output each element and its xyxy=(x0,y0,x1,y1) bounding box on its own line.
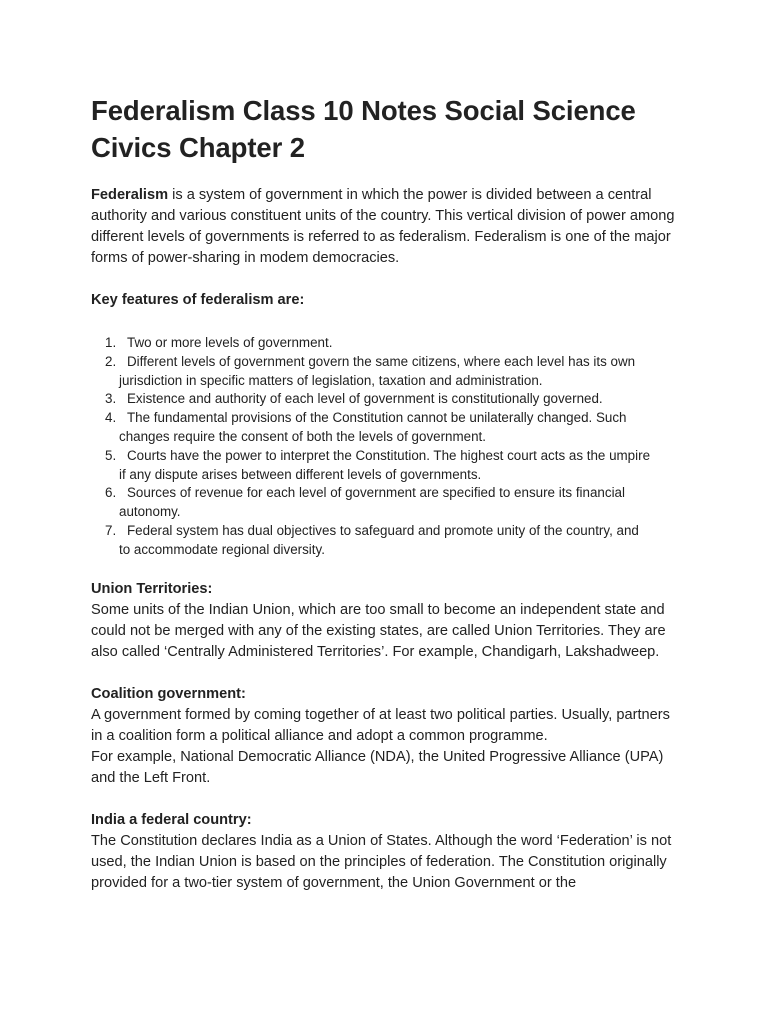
intro-paragraph xyxy=(91,185,681,269)
intro-term: Federalism xyxy=(91,187,169,203)
features-list xyxy=(91,334,681,560)
list-item xyxy=(91,522,681,560)
list-item-text: Existence and authority of each level of government is constitutionally governed. xyxy=(127,391,603,407)
list-item-number: 2. xyxy=(105,353,117,369)
india-federal-text: The Constitution declares India as a Union of States. Although the word ‘Federation’ is not used, the Indian Union is based on the principles of federation. The Constitution originally provided for a two-tier system of government, the Union Government or the xyxy=(91,832,672,891)
coalition-text: A government formed by coming together of at least two political parties. Usually, partners in a coalition form a political alliance and adopt a common programme. xyxy=(91,706,670,744)
list-item-number: 6. xyxy=(105,485,117,501)
list-item xyxy=(91,409,681,447)
list-item-text: The fundamental provisions of the Constitution cannot be unilaterally changed. Such xyxy=(127,410,627,426)
list-item xyxy=(91,447,681,485)
page-title: Federalism Class 10 Notes Social Science Civics Chapter 2 xyxy=(91,95,636,163)
coalition-section xyxy=(91,684,681,789)
list-item xyxy=(91,353,681,391)
list-item-number: 4. xyxy=(105,410,117,426)
list-item-continuation: jurisdiction in specific matters of legislation, taxation and administration. xyxy=(119,372,543,388)
list-item-number: 5. xyxy=(105,447,117,463)
key-features-heading: Key features of federalism are: xyxy=(91,292,305,308)
list-item xyxy=(91,390,681,409)
list-item-number: 3. xyxy=(105,391,117,407)
india-federal-section xyxy=(91,810,681,894)
list-item-continuation: to accommodate regional diversity. xyxy=(119,541,325,557)
list-item xyxy=(91,334,681,353)
union-territories-section xyxy=(91,579,681,663)
list-item-continuation: autonomy. xyxy=(119,504,181,520)
list-item-text: Different levels of government govern the same citizens, where each level has its own xyxy=(127,353,636,369)
list-item xyxy=(91,484,681,522)
intro-text: is a system of government in which the power is divided between a central authority and various constituent units of the country. This vertical division of power among different levels of governments is referred to as federalism. Federalism is one of the major forms of power-sharing in modem democracies. xyxy=(91,187,675,266)
list-item-continuation: if any dispute arises between different levels of governments. xyxy=(119,466,482,482)
list-item-text: Courts have the power to interpret the Constitution. The highest court acts as the umpire xyxy=(127,447,651,463)
coalition-heading: Coalition government: xyxy=(91,685,246,702)
list-item-number: 7. xyxy=(105,522,117,538)
coalition-example-text: For example, National Democratic Alliance (NDA), the United Progressive Alliance (UPA) and the Left Front. xyxy=(91,748,664,786)
india-federal-heading: India a federal country: xyxy=(91,811,252,828)
list-item-text: Two or more levels of government. xyxy=(127,335,333,350)
list-item-text: Sources of revenue for each level of government are specified to ensure its financial xyxy=(127,485,625,501)
list-item-continuation: changes require the consent of both the levels of government. xyxy=(119,428,486,444)
list-item-number: 1. xyxy=(105,335,117,350)
union-territories-text: Some units of the Indian Union, which are too small to become an independent state and could not be merged with any of the existing states, are called Union Territories. They are also called ‘Centrally Administered Territories’. For example, Chandigarh, Lakshadweep. xyxy=(91,601,666,660)
union-territories-heading: Union Territories: xyxy=(91,580,213,597)
list-item-text: Federal system has dual objectives to safeguard and promote unity of the country, and xyxy=(127,522,639,538)
document-page xyxy=(91,92,681,894)
